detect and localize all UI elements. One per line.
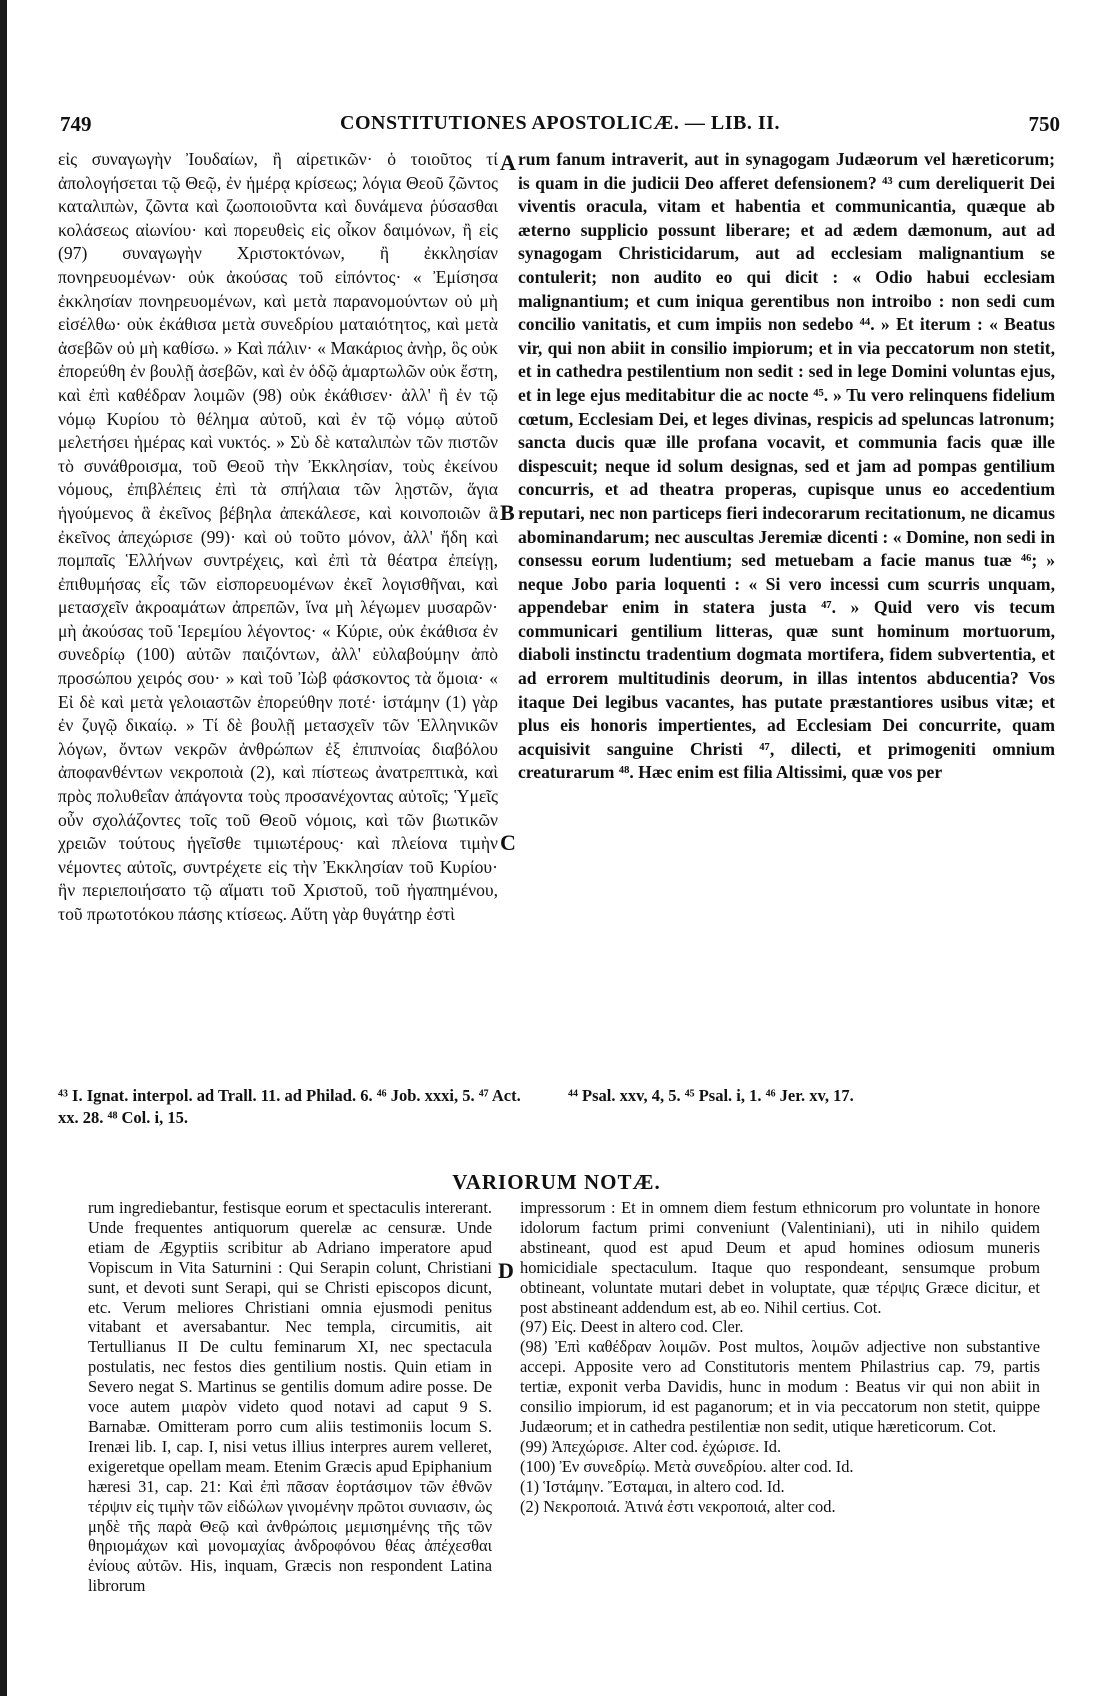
note-entry: (100) Ἐν συνεδρίῳ. Μετὰ συνεδρίου. alter cod. Id. bbox=[520, 1456, 854, 1476]
notes-right-intro: impressorum : Et in omnem diem festum ethnicorum pro voluntate in honore idolorum factum primi conveniunt (Valentiniani), uti in nihilo quidem abstineant, quod est apud Deum et apud homines odiosum muneris homicidiale spectaculum. Itaque quo respondeant, sensumque probum obtineant, voluntate mutari debet in voluptate, quæ τέρψις Græce dicitur, et post abstineant addendum est, ab eo. Nihil certius. Cot. bbox=[520, 1198, 1040, 1317]
note-entry: (97) Εἰς. Deest in altero cod. Cler. bbox=[520, 1317, 744, 1337]
footnotes-left: ⁴³ I. Ignat. interpol. ad Trall. 11. ad Philad. 6. ⁴⁶ Job. xxxi, 5. ⁴⁷ Act. xx. 28. ⁴⁸ Col. i, 15. bbox=[58, 1086, 521, 1127]
latin-text-column: rum fanum intraverit, aut in synagogam Judæorum vel hæreticorum; is quam in die judicii Deo afferet defensionem? ⁴³ cum dereliquerit Dei viventis oracula, vitam et habentia et communicantia, quæque ab æterno supplicio possunt liberare; et ad ædem dæmonum, aut ad synagogam Christicidarum, aut ad ecclesiam malignantium se contulerit; non audito eo qui dicit : « Odio habui ecclesiam malignantium; et cum iniqua gerentibus non introibo : non sedi cum concilio vanitatis, et cum impiis non sedebo ⁴⁴. » Et iterum : « Beatus vir, qui non abiit in consilio impiorum; et in via peccatorum non stetit, et in cathedra pestilentium non sedit : sed in lege Domini voluntas ejus, et in lege ejus meditabitur die ac nocte ⁴⁵. » Tu vero relinquens fidelium cœtum, Ecclesiam Dei, et leges divinas, respicis ad speluncas latronum; sancta ducis quæ ille profana vocavit, et communia facis quæ ille dispescuit; neque id solum designas, sed et jam ad pompas gentilium concurris, et ad theatra properas, cupisque unus eo accedentium reputari, nec non particeps fieri indecorarum recitationum, ne dicamus abominandarum; nec auscultas Jeremiæ dicenti : « Domine, non sedi in consessu eorum ludentium; sed metuebam a facie manus tuæ ⁴⁶; » neque Jobo paria loquenti : « Si vero incessi cum scurris unquam, appendebar enim in statera justa ⁴⁷. » Quid vero vis tecum communicari gentilium litteras, quæ sunt hominum mortuorum, diaboli instinctu tradentium dogmata mortifera, fidem subvertentia, et ad errorem multitudinis deorum, in illas intentos abducentia? Vos itaque Dei legibus vacantes, has putate præstantiores usibus vitæ; et plus eis honoris impertientes, ad Ecclesiam Dei concurrite, quam acquisivit sanguine Christi ⁴⁷, dilecti, et primogeniti omnium creaturarum ⁴⁸. Hæc enim est filia Altissimi, quæ vos per bbox=[518, 149, 1055, 783]
note-entry: (1) Ἱστάμην. Ἔσταμαι, in altero cod. Id. bbox=[520, 1476, 785, 1496]
notes-title: VARIORUM NOTÆ. bbox=[452, 1170, 661, 1194]
note-entry: (99) Ἀπεχώρισε. Alter cod. ἐχώρισε. Id. bbox=[520, 1436, 782, 1456]
footnotes-right: ⁴⁴ Psal. xxv, 4, 5. ⁴⁵ Psal. i, 1. ⁴⁶ Jer. xv, 17. bbox=[568, 1086, 854, 1105]
page-number-left: 749 bbox=[60, 112, 92, 136]
page-header bbox=[60, 112, 1060, 144]
note-entry: (98) Ἐπὶ καθέδραν λοιμῶν. Post multos, λοιμῶν adjective non substantive accepi. Apposite vero ad Constitutoris mentem Philastrius cap. 79, partis tertiæ, exponit verba Davidis, hunc in modum : Beatus vir qui non abiit in consilio impiorum, id est paganorum; et in via peccatorum non stetit, quippe Judæorum; et in cathedra pestilentiæ non sedit, utique hæreticorum. Cot. bbox=[520, 1337, 1040, 1436]
greek-text-column: εἰς συναγωγὴν Ἰουδαίων, ἢ αἱρετικῶν· ὁ τοιοῦτος τί ἀπολογήσεται τῷ Θεῷ, ἐν ἡμέρᾳ κρίσεως; λόγια Θεοῦ ζῶντος καταλιπὼν, ζῶντα καὶ ζωοποιοῦντα καὶ δυνάμενα ῥύσασθαι κολάσεως αἰωνίου· καὶ πορευθεὶς εἰς οἶκον δαιμόνων, ἢ εἰς (97) συναγωγὴν Χριστοκτόνων, ἢ ἐκκλησίαν πονηρευομένων· οὐκ ἀκούσας τοῦ εἰπόντος· « Ἐμίσησα ἐκκλησίαν πονηρευομένων, καὶ μετὰ παρανομούντων οὐ μὴ εἰσέλθω· οὐκ ἐκάθισα μετὰ συνεδρίου ματαιότητος, καὶ μετὰ ἀσεβῶν οὐ μὴ καθίσω. » Καὶ πάλιν· « Μακάριος ἀνὴρ, ὃς οὐκ ἐπορεύθη ἐν βουλῇ ἀσεβῶν, καὶ ἐν ὁδῷ ἁμαρτωλῶν οὐκ ἔστη, καὶ ἐπὶ καθέδραν λοιμῶν (98) οὐκ ἐκάθισεν· ἀλλ' ἢ ἐν τῷ νόμῳ Κυρίου τὸ θέλημα αὐτοῦ, καὶ ἐν τῷ νόμῳ αὐτοῦ μελετήσει ἡμέρας καὶ νυκτός. » Σὺ δὲ καταλιπὼν τῶν πιστῶν τὸ συνάθροισμα, τοῦ Θεοῦ τὴν Ἐκκλησίαν, τοὺς ἐκείνου νόμους, ἐπιβλέπεις ἐπὶ τὰ σπήλαια τῶν λῃστῶν, ἅγια ἡγούμενος ἃ ἐκεῖνος βέβηλα ἀπεκάλεσε, καὶ κοινοποιῶν ἃ ἐκεῖνος ἀπεχώρισε (99)· καὶ οὐ τοῦτο μόνον, ἀλλ' ἤδη καὶ πομπαῖς Ἑλλήνων συντρέχεις, καὶ ἐπὶ τὰ θέατρα ἐπείγῃ, ἐπιθυμήσας εἷς τῶν εἰσπορευομένων ἐκεῖ λογισθῆναι, καὶ μετασχεῖν ἀκροαμάτων ἀπρεπῶν, ἵνα μὴ λέγωμεν μυσαρῶν· μὴ ἀκούσας τοῦ Ἱερεμίου λέγοντος· « Κύριε, οὐκ ἐκάθισα ἐν συνεδρίῳ (100) αὐτῶν παιζόντων, ἀλλ' εὐλαβούμην ἀπὸ προσώπου χειρός σου· » καὶ τοῦ Ἰὼβ φάσκοντος τὰ ὅμοια· « Εἰ δὲ καὶ μετὰ γελοιαστῶν ἐπορεύθην ποτέ· ἱστάμην (1) γὰρ ἐν ζυγῷ δικαίῳ. » Τί δὲ βουλῇ μετασχεῖν τῶν Ἑλληνικῶν λόγων, ὄντων νεκρῶν ἀνθρώπων ἐξ ἐπιπνοίας διαβόλου ἀποφανθέντων νεκροποιὰ (2), καὶ πίστεως ἀνατρεπτικὰ, καὶ πρὸς πολυθεΐαν ἀπάγοντα τοὺς προσανέχοντας αὐτοῖς; Ὑμεῖς οὖν σχολάζοντες τοῖς τοῦ Θεοῦ νόμοις, καὶ τῶν βιωτικῶν χρειῶν τούτους ἡγεῖσθε τιμιωτέρους· καὶ πλείονα τιμὴν νέμοντες αὐτοῖς, συντρέχετε εἰς τὴν Ἐκκλησίαν τοῦ Κυρίου· ἣν περιεποιήσατο τῷ αἵματι τοῦ Χριστοῦ, τοῦ ἠγαπημένου, τοῦ πρωτοτόκου πάσης κτίσεως. Αὕτη γὰρ θυγάτηρ ἐστὶ bbox=[58, 149, 498, 924]
section-marker-a: A bbox=[500, 150, 516, 175]
note-entry: (2) Νεκροποιά. Ἀτινά ἐστι νεκροποιά, alter cod. bbox=[520, 1496, 836, 1516]
section-marker-d: D bbox=[498, 1258, 514, 1283]
section-marker-b: B bbox=[500, 500, 515, 525]
scan-edge-shadow bbox=[0, 0, 7, 1696]
notes-left-column: rum ingrediebantur, festisque eorum et spectaculis intererant. Unde frequentes antiquorum querelæ ac censuræ. Unde etiam de Ægyptiis scribitur ab Adriano imperatore apud Vopiscum in Vita Saturnini : Qui Serapin colunt, Christiani sunt, et devoti sunt Serapi, qui se Christi episcopos dicunt, etc. Verum meliores Christiani omnia ejusmodi penitus vitabant et aversabantur. Nec templa, circumitis, ait Tertullianus II De cultu feminarum XI, nec spectacula postulatis, nec festos dies gentilium nostis. Quin etiam in Severo negat S. Martinus se gentilis domum adire posse. De voce autem μιαρὸν videto quod notavi ad caput 9 S. Barnabæ. Omitteram porro cum aliis testimoniis locum S. Irenæi lib. I, cap. I, nisi vetus illius interpres aurem velleret, exigeretque opellam meam. Etenim Græcis apud Epiphanium hæresi 31, cap. 21: Καὶ ἐπὶ πᾶσαν ἑορτάσιμον τῶν ἐθνῶν τέρψιν εἰς τιμὴν τῶν εἰδώλων γινομένην πρῶτοι συνιασιν, ὡς μηδὲ τῆς παρὰ Θεῷ καὶ ἀνθρώποις μεμισημένης τῆς τῶν θηριομάχων καὶ μονομαχίας ἀνδροφόνου θέας ἀπέχεσθαι ἐνίους αὐτῶν. His, inquam, Græcis non respondent Latina librorum bbox=[88, 1198, 492, 1596]
section-marker-c: C bbox=[500, 830, 516, 855]
notes-right-column bbox=[520, 1198, 1040, 1517]
page-number-right: 750 bbox=[1028, 112, 1060, 136]
running-title: CONSTITUTIONES APOSTOLICÆ. — LIB. II. bbox=[340, 112, 780, 134]
